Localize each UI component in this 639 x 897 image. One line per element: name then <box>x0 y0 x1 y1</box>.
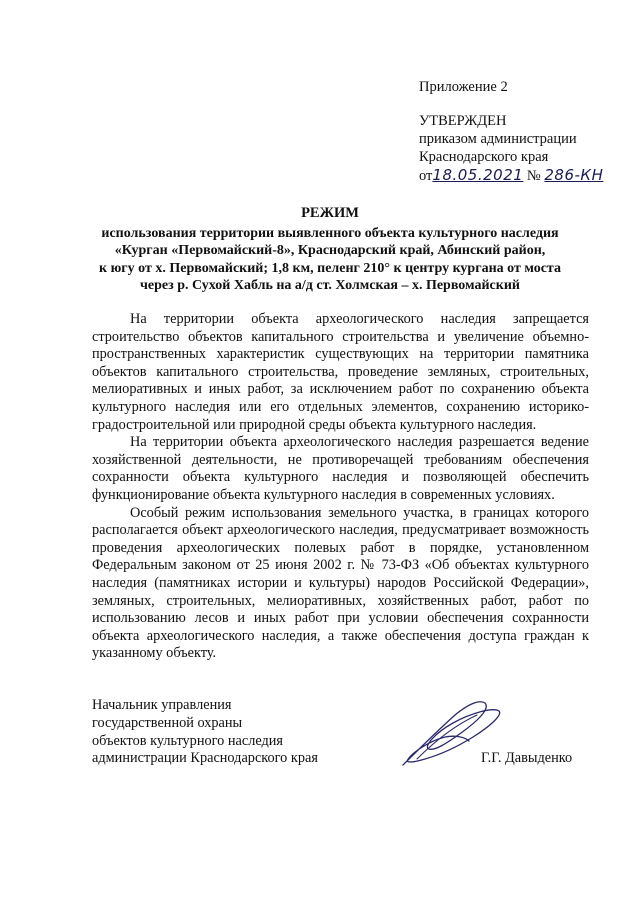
body-paragraph: На территории объекта археологического наследия запрещается строительство объектов капитального строительства и увеличение объемно-пространственных характеристик существующих на территории памятника объектов капитального строительства, проведение земляных, строительных, мелиоративных и иных работ, за исключением работ по сохранению объекта культурного наследия или его отдельных элементов, сохранению историко-градостроительной или природной среды объекта культурного наследия. <box>92 311 589 433</box>
approval-date-line <box>419 166 619 185</box>
from-prefix: от <box>419 168 433 184</box>
number-prefix: № <box>526 168 541 184</box>
approval-block <box>419 78 619 185</box>
document-body <box>92 311 589 663</box>
signatory-name: Г.Г. Давыденко <box>481 750 573 766</box>
signatory-line: объектов культурного наследия <box>92 732 283 749</box>
heading-line: «Курган «Первомайский-8», Краснодарский край, Абинский район, <box>114 243 546 258</box>
handwritten-number: 286-КН <box>544 166 604 184</box>
signatory-line: государственной охраны <box>92 714 243 731</box>
heading-line: к югу от х. Первомайский; 1,8 км, пеленг 210° к центру кургана от моста <box>99 260 561 276</box>
appendix-label: Приложение 2 <box>419 79 508 95</box>
signatory-title <box>92 697 352 768</box>
approval-line-2: Краснодарского края <box>419 149 549 165</box>
document-heading <box>80 205 580 295</box>
signatory-line: Начальник управления <box>92 697 232 713</box>
heading-title: РЕЖИМ <box>301 205 359 221</box>
heading-line: через р. Сухой Хабль на а/д ст. Холмская – х. Первомайский <box>140 278 520 293</box>
approved-label: УТВЕРЖДЕН <box>419 113 507 129</box>
body-paragraph: Особый режим использования земельного участка, в границах которого располагается объект археологического наследия, предусматривает возможность проведения археологических полевых работ в порядке, установленном Федеральным законом от 25 июня 2002 г. № 73-ФЗ «Об объектах культурного наследия (памятниках истории и культуры) народов Российской Федерации», земляных, строительных, мелиоративных, хозяйственных работ, работ по использованию лесов и иных работ при условии обеспечения сохранности объекта археологического наследия, а также обеспечения доступа граждан к указанному объекту. <box>92 504 589 662</box>
handwritten-date: 18.05.2021 <box>432 166 524 184</box>
body-paragraph: На территории объекта археологического наследия разрешается ведение хозяйственной деятельности, не противоречащей требованиям обеспечения сохранности объекта культурного наследия и позволяющей обеспечить функционирование объекта культурного наследия в современных условиях. <box>92 434 589 503</box>
approval-line-1: приказом администрации <box>419 131 577 147</box>
signatory-line: администрации Краснодарского края <box>92 750 318 767</box>
heading-line: использования территории выявленного объекта культурного наследия <box>101 225 559 241</box>
